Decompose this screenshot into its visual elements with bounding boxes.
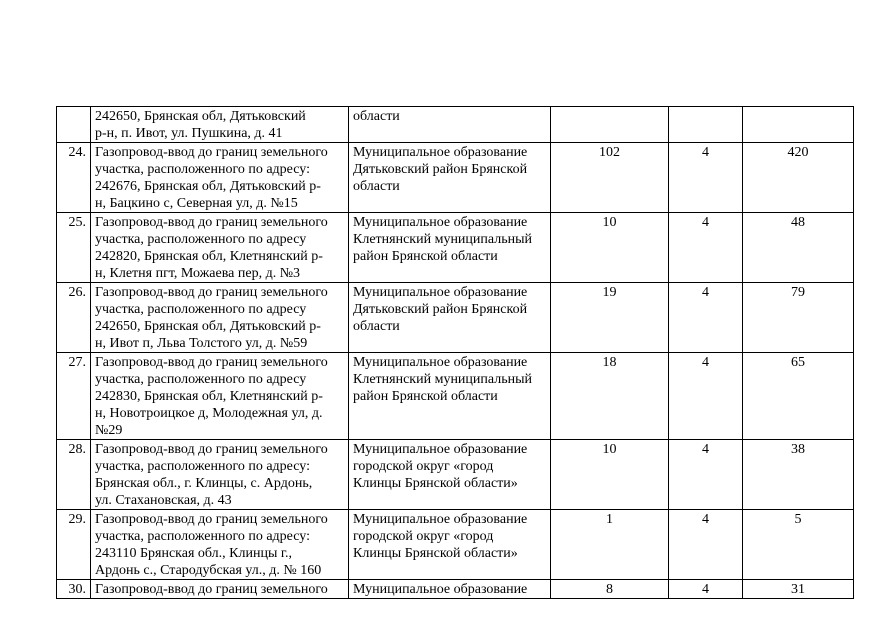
table-row: [57, 143, 854, 213]
object-address: 242650, Брянская обл, Дятьковский р-н, п. Ивот, ул. Пушкина, д. 41: [95, 109, 306, 141]
value-length-cell: [551, 440, 669, 510]
row-number-cell: [57, 440, 91, 510]
value-amount: 48: [791, 215, 805, 230]
row-number: 24.: [68, 145, 86, 160]
table-row: [57, 213, 854, 283]
table-row: [57, 580, 854, 599]
value-amount: 65: [791, 355, 805, 370]
owner-name: области: [353, 109, 400, 124]
objects-table: [56, 106, 854, 599]
owner-name-cell: [349, 107, 551, 143]
value-category: 4: [702, 145, 709, 160]
object-address-cell: [91, 283, 349, 353]
table-row: [57, 510, 854, 580]
row-number-cell: [57, 107, 91, 143]
owner-name: Муниципальное образование: [353, 582, 528, 597]
object-address-cell: [91, 580, 349, 599]
value-category-cell: [669, 580, 743, 599]
table-row: [57, 353, 854, 440]
object-address: Газопровод-ввод до границ земельного участка, расположенного по адресу 242830, Брянская обл, Клетнянский р- н, Новотроицкое д, Молодежная ул, д. №29: [95, 355, 328, 438]
value-category-cell: [669, 283, 743, 353]
object-address: Газопровод-ввод до границ земельного участка, расположенного по адресу 242820, Брянская обл, Клетнянский р- н, Клетня пгт, Можаева пер, д. №3: [95, 215, 328, 281]
objects-table-body: [57, 107, 854, 599]
value-amount-cell: [743, 143, 854, 213]
value-category-cell: [669, 143, 743, 213]
row-number: 28.: [68, 442, 86, 457]
table-row: [57, 440, 854, 510]
owner-name-cell: [349, 143, 551, 213]
table-row: [57, 283, 854, 353]
owner-name: Муниципальное образование Клетнянский муниципальный район Брянской области: [353, 215, 532, 264]
row-number-cell: [57, 580, 91, 599]
object-address-cell: [91, 510, 349, 580]
owner-name-cell: [349, 510, 551, 580]
owner-name-cell: [349, 283, 551, 353]
value-length: 18: [602, 355, 617, 370]
owner-name: Муниципальное образование Дятьковский район Брянской области: [353, 285, 528, 334]
value-category-cell: [669, 213, 743, 283]
value-length-cell: [551, 510, 669, 580]
value-amount-cell: [743, 440, 854, 510]
object-address: Газопровод-ввод до границ земельного участка, расположенного по адресу 242650, Брянская обл, Дятьковский р- н, Ивот п, Льва Толстого ул, д. №59: [95, 285, 328, 351]
value-length: 10: [602, 215, 617, 230]
row-number: 27.: [68, 355, 86, 370]
owner-name-cell: [349, 580, 551, 599]
value-amount: 420: [787, 145, 809, 160]
value-length-cell: [551, 213, 669, 283]
row-number-cell: [57, 353, 91, 440]
value-amount: 31: [791, 582, 805, 597]
value-length: 19: [602, 285, 617, 300]
value-length: 10: [602, 442, 617, 457]
value-category: 4: [702, 512, 709, 527]
value-length-cell: [551, 353, 669, 440]
object-address: Газопровод-ввод до границ земельного участка, расположенного по адресу: Брянская обл., г. Клинцы, с. Ардонь, ул. Стахановская, д. 43: [95, 442, 328, 508]
value-length-cell: [551, 283, 669, 353]
owner-name: Муниципальное образование Клетнянский муниципальный район Брянской области: [353, 355, 532, 404]
row-number: 29.: [68, 512, 86, 527]
value-category: 4: [702, 582, 709, 597]
value-amount-cell: [743, 580, 854, 599]
value-length-cell: [551, 580, 669, 599]
owner-name-cell: [349, 440, 551, 510]
owner-name-cell: [349, 213, 551, 283]
value-amount: 79: [791, 285, 805, 300]
value-amount: 5: [794, 512, 802, 527]
object-address-cell: [91, 107, 349, 143]
row-number-cell: [57, 143, 91, 213]
value-category: 4: [702, 285, 709, 300]
value-category-cell: [669, 107, 743, 143]
value-category-cell: [669, 440, 743, 510]
value-amount-cell: [743, 107, 854, 143]
value-amount-cell: [743, 283, 854, 353]
object-address-cell: [91, 213, 349, 283]
owner-name: Муниципальное образование городской округ «город Клинцы Брянской области»: [353, 512, 528, 561]
value-length: 1: [606, 512, 613, 527]
row-number: 25.: [68, 215, 86, 230]
row-number: 26.: [68, 285, 86, 300]
object-address: Газопровод-ввод до границ земельного: [95, 582, 328, 597]
value-category: 4: [702, 355, 709, 370]
row-number-cell: [57, 510, 91, 580]
row-number: 30.: [68, 582, 86, 597]
owner-name: Муниципальное образование Дятьковский район Брянской области: [353, 145, 528, 194]
value-length: 8: [606, 582, 613, 597]
value-length-cell: [551, 143, 669, 213]
value-amount-cell: [743, 353, 854, 440]
row-number-cell: [57, 283, 91, 353]
value-amount-cell: [743, 510, 854, 580]
object-address: Газопровод-ввод до границ земельного участка, расположенного по адресу: 243110 Брянская обл., Клинцы г., Ардонь с., Стародубская ул., д. № 160: [95, 512, 328, 578]
row-number-cell: [57, 213, 91, 283]
value-length-cell: [551, 107, 669, 143]
object-address-cell: [91, 353, 349, 440]
object-address-cell: [91, 440, 349, 510]
value-amount-cell: [743, 213, 854, 283]
value-category-cell: [669, 353, 743, 440]
table-row: [57, 107, 854, 143]
value-length: 102: [599, 145, 620, 160]
object-address-cell: [91, 143, 349, 213]
value-amount: 38: [791, 442, 805, 457]
value-category: 4: [702, 442, 709, 457]
object-address: Газопровод-ввод до границ земельного участка, расположенного по адресу: 242676, Брянская обл, Дятьковский р- н, Бацкино с, Северная ул, д. №15: [95, 145, 328, 211]
owner-name: Муниципальное образование городской округ «город Клинцы Брянской области»: [353, 442, 528, 491]
value-category: 4: [702, 215, 709, 230]
owner-name-cell: [349, 353, 551, 440]
value-category-cell: [669, 510, 743, 580]
